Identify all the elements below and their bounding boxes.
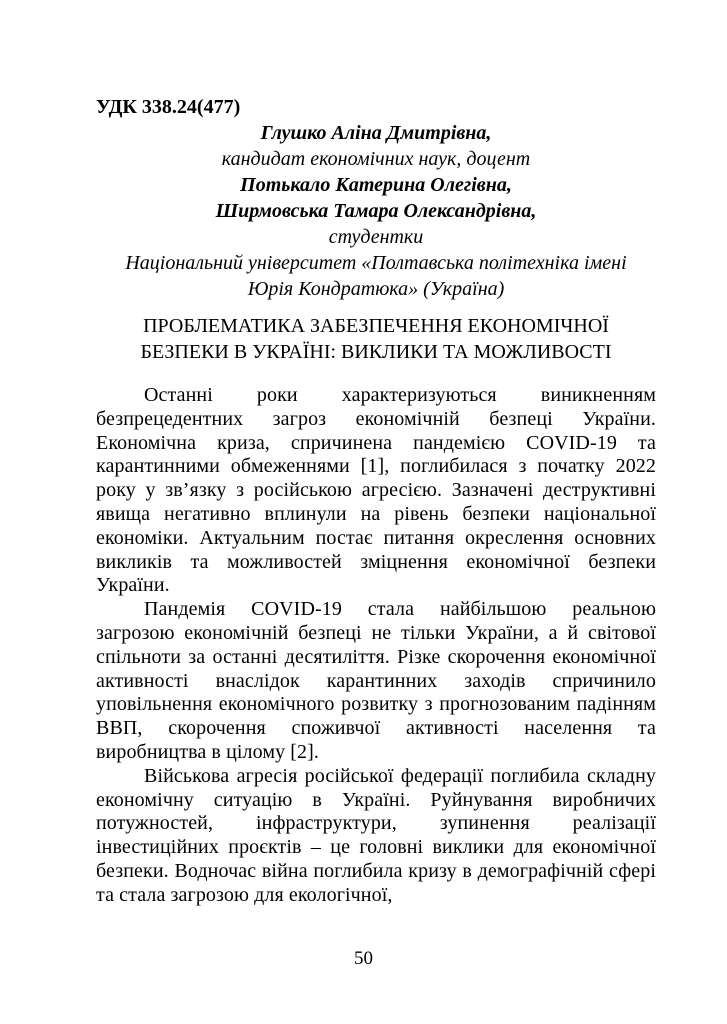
- article-title-line-1: ПРОБЛЕМАТИКА ЗАБЕЗПЕЧЕННЯ ЕКОНОМІЧНОЇ: [143, 315, 609, 337]
- article-title-line-2: БЕЗПЕКИ В УКРАЇНІ: ВИКЛИКИ ТА МОЖЛИВОСТІ: [140, 341, 612, 363]
- paragraph-2: Пандемія COVID-19 стала найбільшою реальною загрозою економічній безпеці не тільки України, а й світової спільноти за останні десятиліття. Різке скорочення економічної активності внаслідок карантинних заходів спричинило уповільнення економічного розвитку з прогнозованим падінням ВВП, скорочення споживчої активності населення та виробництва в цілому [2].: [96, 598, 656, 763]
- paragraph-1: Останні роки характеризуються виникненням безпрецедентних загроз економічній безпеці України. Економічна криза, спричинена пандемією COVID-19 та карантинними обмеженнями [1], поглибилася з початку 2022 року у зв’язку з російською агресією. Зазначені деструктивні явища негативно вплинули на рівень безпеки національної економіки. Актуальним постає питання окреслення основних викликів та можливостей зміцнення економічної безпеки України.: [96, 384, 656, 597]
- affiliation-line-2: Юрія Кондратюка» (Україна): [247, 278, 505, 300]
- author-name-3: Ширмовська Тамара Олександрівна,: [215, 200, 537, 222]
- paragraph-3: Військова агресія російської федерації поглибила складну економічну ситуацію в Україні. Руйнування виробничих потужностей, інфраструктури, зупинення реалізації інвестиційних проєктів – це головні виклики для економічної безпеки. Водночас війна поглибила кризу в демографічній сфері та стала загрозою для екологічної,: [96, 764, 656, 906]
- author-name-1: Глушко Аліна Дмитрівна,: [260, 122, 492, 144]
- udc-code: УДК 338.24(477): [96, 96, 241, 118]
- article-title: [96, 313, 656, 365]
- author-name-2: Потькало Катерина Олегівна,: [240, 174, 512, 196]
- page-number: 50: [354, 948, 373, 969]
- affiliation-line-1: Національний університет «Полтавська політехніка імені: [125, 252, 627, 274]
- authors-status: студентки: [328, 226, 424, 248]
- article-body: [96, 384, 656, 908]
- author-degree-1: кандидат економічних наук, доцент: [221, 148, 531, 170]
